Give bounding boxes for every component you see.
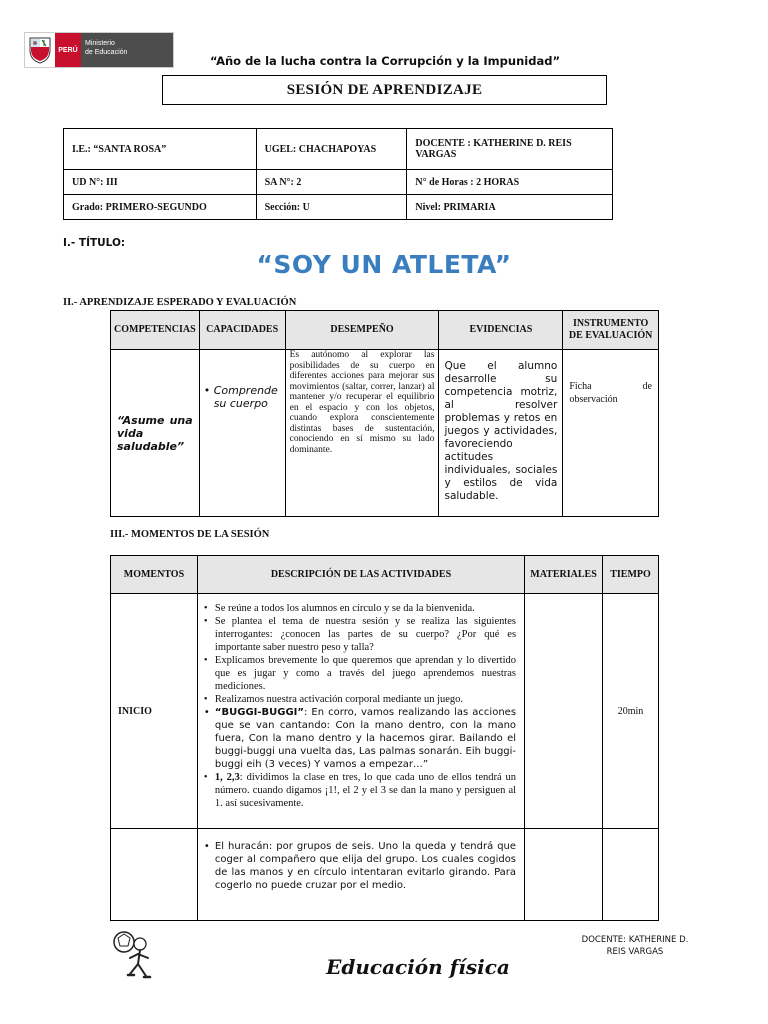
capacidad-text: Comprende su cuerpo — [213, 384, 278, 410]
competencies-header-row — [111, 311, 659, 350]
competencies-row — [111, 350, 659, 517]
info-unit: UD N°: III — [64, 170, 257, 195]
moments-header-row — [111, 556, 659, 594]
inicio-row — [111, 594, 659, 829]
physical-education-banner: Educación física — [326, 955, 510, 979]
inicio-description-cell — [197, 594, 524, 829]
desempeno-text: Es autónomo al explorar las posibilidades de su cuerpo en diferentes acciones para mejorar sus movimientos (saltar, correr, lanzar) al mantener y/o recuperar el equilibrio en el espacio y con los objetos, cuando explora conscientemente distintas bases de sustentación, conociendo en sí mismo su lado dominante. — [289, 350, 435, 455]
development-materials-cell — [525, 829, 603, 921]
info-school: I.E.: “SANTA ROSA” — [64, 129, 257, 170]
capacidad-cell — [199, 350, 285, 517]
info-section: Sección: U — [256, 195, 407, 220]
info-grade: Grado: PRIMERO-SEGUNDO — [64, 195, 257, 220]
activity-bold: 1, 2,3 — [214, 772, 240, 783]
competencies-table — [110, 310, 659, 517]
header-momentos: MOMENTOS — [111, 556, 198, 594]
header-desempeno: DESEMPEÑO — [285, 311, 439, 350]
info-row — [64, 129, 613, 170]
activity-item — [204, 615, 516, 654]
year-slogan: “Año de la lucha contra la Corrupción y la Impunidad” — [210, 54, 560, 68]
section-learning-heading: II.- APRENDIZAJE ESPERADO Y EVALUACIÓN — [63, 297, 297, 308]
development-row — [111, 829, 659, 921]
header-descripcion: DESCRIPCIÓN DE LAS ACTIVIDADES — [197, 556, 524, 594]
info-row — [64, 195, 613, 220]
info-row — [64, 170, 613, 195]
inicio-activity-list — [198, 594, 524, 812]
section-moments-heading: III.- MOMENTOS DE LA SESIÓN — [110, 529, 270, 540]
header-capacidades: CAPACIDADES — [199, 311, 285, 350]
lesson-title: “SOY UN ATLETA” — [256, 250, 512, 279]
evidencias-cell — [439, 350, 563, 517]
session-title: SESIÓN DE APRENDIZAJE — [162, 75, 607, 105]
development-moment-cell — [111, 829, 198, 921]
section-title-label: I.- TÍTULO: — [63, 237, 126, 249]
instrumento-text: Ficha de observación — [569, 381, 652, 405]
instrumento-cell — [563, 350, 659, 517]
peru-shield-icon — [25, 33, 55, 67]
activity-item — [204, 693, 516, 706]
logo-peru-label: PERÚ — [55, 33, 81, 67]
logo-ministry-label — [81, 33, 173, 67]
footer-teacher-line2: REIS VARGAS — [606, 947, 664, 957]
activity-text: Se reúne a todos los alumnos en círculo y se da la bienvenida. — [214, 603, 475, 614]
info-level: Nivel: PRIMARIA — [407, 195, 613, 220]
ministry-logo — [24, 32, 174, 68]
activity-item — [204, 840, 516, 892]
logo-ministry-line1: Ministerio — [85, 40, 115, 47]
activity-text: : En corro, vamos realizando las acciones que se van cantando: Con la mano dentro, con la mano fuera, Con la mano dentro y la hacemos girar. Bailando el buggi-buggi una vuelta das, Las palmas sonarán. Eih buggi-buggi eih (3 veces) Y vamos a empezar…” — [214, 707, 517, 770]
inicio-time: 20min — [603, 594, 659, 829]
activity-text: El huracán: por grupos de seis. Uno la queda y tendrá que coger al compañero que elija del grupo. Los cuales cogidos de las manos y en círculo intentaran evitarlo girando. Para cogerlo no puede cruzar por el medio. — [214, 841, 517, 891]
footer-teacher-line1: DOCENTE: KATHERINE D. — [581, 935, 689, 945]
info-ugel: UGEL: CHACHAPOYAS — [256, 129, 407, 170]
capacidad-item — [204, 384, 281, 410]
activity-text: Se plantea el tema de nuestra sesión y se realiza las siguientes interrogantes: ¿conocen las partes de su cuerpo? ¿Por qué es importante saber nuestro peso y talla? — [214, 616, 517, 653]
bullet-icon: • — [203, 384, 211, 397]
header-evidencias: EVIDENCIAS — [439, 311, 563, 350]
activity-text: : dividimos la clase en tres, lo que cada uno de ellos tendrá un número. cuando digamos ¡1!, el 2 y el 3 se dan la mano y persiguen al 1. así sucesivamente. — [214, 772, 517, 809]
competencia-cell — [111, 350, 200, 517]
header-materiales: MATERIALES — [525, 556, 603, 594]
footer-teacher — [570, 934, 700, 958]
info-teacher: DOCENTE : KATHERINE D. REIS VARGAS — [407, 129, 613, 170]
development-time-cell — [603, 829, 659, 921]
development-description-cell — [197, 829, 524, 921]
development-activity-list — [198, 829, 524, 894]
inicio-materials-cell — [525, 594, 603, 829]
header-competencias: COMPETENCIAS — [111, 311, 200, 350]
activity-item — [204, 771, 516, 810]
competencia-text: “Asume una vida saludable” — [117, 413, 193, 453]
info-table — [63, 128, 613, 220]
activity-item — [204, 654, 516, 693]
activity-item — [204, 602, 516, 615]
activity-bold: “BUGGI-BUGGI” — [214, 707, 304, 718]
logo-ministry-line2: de Educación — [85, 49, 128, 56]
athlete-mascot-icon — [108, 928, 160, 984]
moments-table — [110, 555, 659, 921]
activity-text: Explicamos brevemente lo que queremos que aprendan y lo divertido que es jugar y como a través del juego aprendemos nuestras mediciones. — [214, 655, 517, 692]
evidencias-text: Que el alumno desarrolle su competencia motriz, al resolver problemas y retos en juegos y actividades, favoreciendo actitudes individuales, sociales y estilos de vida saludable. — [444, 360, 558, 502]
desempeno-cell — [285, 350, 439, 517]
info-session-number: SA N°: 2 — [256, 170, 407, 195]
header-tiempo: TIEMPO — [603, 556, 659, 594]
info-hours: N° de Horas : 2 HORAS — [407, 170, 613, 195]
activity-item — [204, 706, 516, 771]
moment-inicio: INICIO — [111, 594, 198, 829]
activity-text: Realizamos nuestra activación corporal mediante un juego. — [214, 694, 464, 705]
header-instrumento: INSTRUMENTO DE EVALUACIÓN — [563, 311, 659, 350]
